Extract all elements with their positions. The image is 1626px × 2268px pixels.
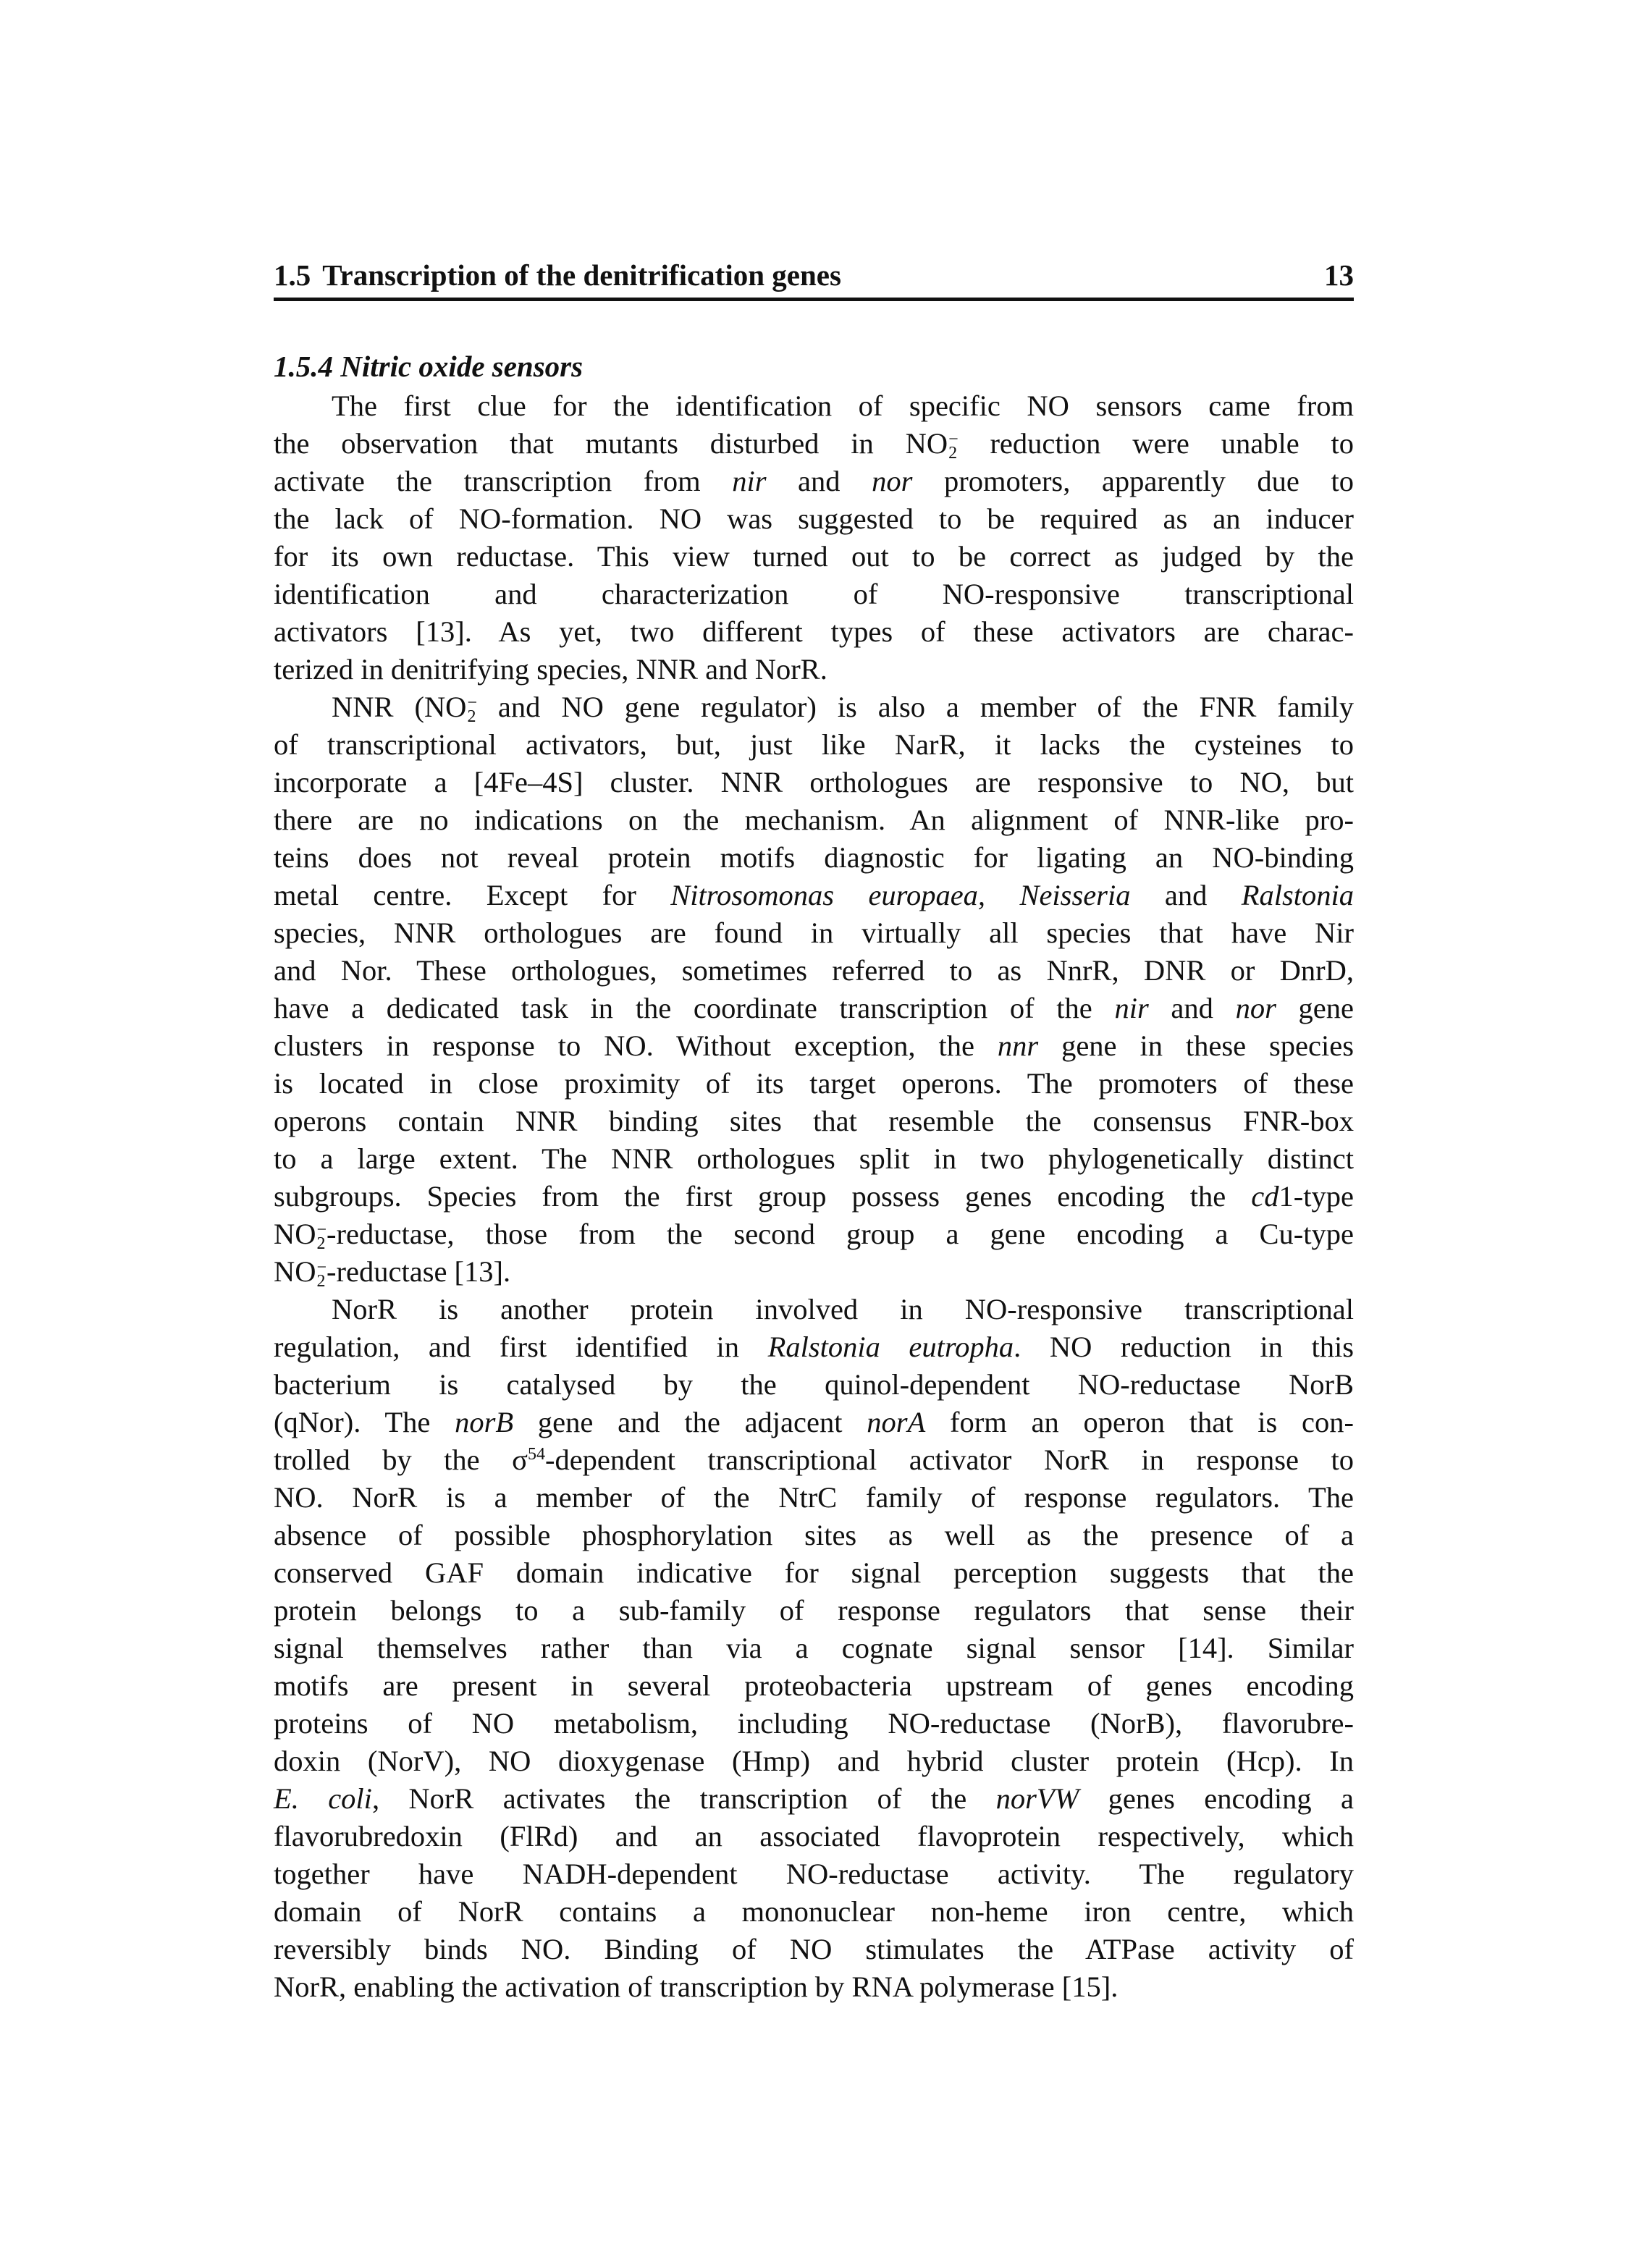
italic-text-run: Ralstonia: [1241, 879, 1354, 911]
running-head-section-number: 1.5: [274, 258, 311, 292]
text-line-content: [274, 726, 1354, 764]
text-run: and: [766, 465, 872, 497]
text-line-content: [274, 1630, 1354, 1667]
text-line-content: [332, 387, 1354, 425]
text-line: [274, 1968, 1354, 2006]
text-run: together have NADH-dependent NO-reductase activity. The regulatory: [274, 1858, 1354, 1890]
text-line-content: [332, 688, 1354, 726]
text-run: terized in denitrifying species, NNR and NorR.: [274, 653, 827, 686]
text-line: [274, 1253, 1354, 1291]
text-run: is located in close proximity of its target operons. The promoters of these: [274, 1067, 1354, 1100]
running-head-section-title: Transcription of the denitrification genes: [322, 258, 841, 292]
formula-charge: −: [467, 693, 477, 712]
text-run: activate the transcription from: [274, 465, 733, 497]
text-run: identification and characterization of NO-responsive transcriptional: [274, 578, 1354, 610]
text-run: NNR (: [332, 691, 424, 723]
text-run: doxin (NorV), NO dioxygenase (Hmp) and hybrid cluster protein (Hcp). In: [274, 1745, 1354, 1777]
header-rule: [274, 298, 1354, 301]
text-line-content: [274, 952, 1354, 990]
text-line: [274, 1065, 1354, 1103]
text-line-content: [274, 914, 1354, 952]
text-line: [274, 688, 1354, 726]
text-run: to a large extent. The NNR orthologues split in two phylogenetically distinct: [274, 1142, 1354, 1175]
text-line: [274, 1178, 1354, 1215]
text-line-content: [274, 500, 1354, 538]
text-run: metal centre. Except for: [274, 879, 671, 911]
text-line: [274, 952, 1354, 990]
formula-scripts: [316, 1257, 327, 1291]
text-run: trolled by the σ: [274, 1443, 528, 1476]
italic-text-run: Nitrosomonas europaea, Neisseria: [670, 879, 1131, 911]
formula-charge: −: [316, 1220, 327, 1239]
text-run: for its own reductase. This view turned out to be correct as judged by the: [274, 540, 1354, 573]
text-line: [274, 1291, 1354, 1328]
text-run: and: [1148, 992, 1236, 1024]
text-line: [274, 1630, 1354, 1667]
text-run: have a dedicated task in the coordinate transcription of the: [274, 992, 1115, 1024]
text-run: gene: [1276, 992, 1354, 1024]
text-run: the observation that mutants disturbed in: [274, 427, 906, 460]
text-run: signal themselves rather than via a cognate signal sensor [14]. Similar: [274, 1632, 1354, 1664]
text-line: [274, 1441, 1354, 1479]
running-head: [274, 255, 1354, 295]
text-run: NO. NorR is a member of the NtrC family of response regulators. The: [274, 1481, 1354, 1514]
italic-text-run: cd: [1251, 1180, 1279, 1213]
text-line: [274, 877, 1354, 914]
text-line-content: [274, 1705, 1354, 1742]
italic-text-run: nir: [1114, 992, 1149, 1024]
formula-base: NO: [424, 691, 467, 723]
text-line: [274, 500, 1354, 538]
text-line-content: [274, 1479, 1354, 1517]
nitrite-formula: [906, 425, 959, 463]
formula-scripts: [948, 429, 959, 463]
text-run: gene and the adjacent: [513, 1406, 867, 1438]
italic-text-run: nir: [732, 465, 767, 497]
text-line-content: [274, 651, 827, 688]
italic-text-run: norB: [455, 1406, 514, 1438]
text-run: NorR, enabling the activation of transcription by RNA polymerase [15].: [274, 1970, 1119, 2003]
text-line-content: [274, 1517, 1354, 1554]
italic-text-run: nor: [872, 465, 913, 497]
page-number: 13: [1324, 258, 1354, 292]
text-line-content: [274, 1855, 1354, 1893]
text-run: proteins of NO metabolism, including NO-reductase (NorB), flavorubre-: [274, 1707, 1354, 1740]
text-line: [274, 1554, 1354, 1592]
italic-text-run: E. coli: [274, 1782, 372, 1815]
text-line: [274, 1479, 1354, 1517]
text-line-content: [274, 1931, 1354, 1968]
text-line-content: [274, 1554, 1354, 1592]
nitrite-formula: [424, 688, 477, 726]
text-run: bacterium is catalysed by the quinol-dependent NO-reductase NorB: [274, 1368, 1354, 1401]
italic-text-run: nnr: [997, 1029, 1039, 1062]
text-line: [274, 387, 1354, 425]
text-run: activators [13]. As yet, two different types of these activators are charac-: [274, 615, 1354, 648]
text-run: . NO reduction in this: [1014, 1331, 1354, 1363]
text-line-content: [274, 1065, 1354, 1103]
text-line-content: [274, 1818, 1354, 1855]
text-line-content: [274, 1178, 1354, 1215]
text-run: domain of NorR contains a mononuclear non-heme iron centre, which: [274, 1895, 1354, 1928]
formula-base: NO: [274, 1255, 316, 1288]
text-line-content: [274, 1328, 1354, 1366]
text-line-content: [274, 613, 1354, 651]
text-line-content: [274, 463, 1354, 500]
text-run: of transcriptional activators, but, just like NarR, it lacks the cysteines to: [274, 728, 1354, 761]
text-run: species, NNR orthologues are found in virtually all species that have Nir: [274, 916, 1354, 949]
text-run: reversibly binds NO. Binding of NO stimulates the ATPase activity of: [274, 1933, 1354, 1965]
formula-scripts: [467, 693, 477, 726]
formula-scripts: [316, 1220, 327, 1253]
superscript: 54: [527, 1445, 545, 1464]
text-line: [274, 801, 1354, 839]
text-line: [274, 839, 1354, 877]
text-line-content: [274, 990, 1354, 1027]
text-line: [274, 764, 1354, 801]
text-run: NorR is another protein involved in NO-responsive transcriptional: [332, 1293, 1354, 1325]
text-run: operons contain NNR binding sites that resemble the consensus FNR-box: [274, 1105, 1354, 1137]
text-run: there are no indications on the mechanism. An alignment of NNR-like pro-: [274, 804, 1354, 836]
text-line-content: [274, 576, 1354, 613]
formula-subscript: 2: [467, 707, 476, 726]
text-run: regulation, and first identified in: [274, 1331, 768, 1363]
text-line-content: [274, 1404, 1354, 1441]
text-line-content: [274, 1253, 510, 1291]
italic-text-run: Ralstonia eutropha: [767, 1331, 1014, 1363]
text-run: (qNor). The: [274, 1406, 455, 1438]
text-line: [274, 726, 1354, 764]
text-line: [274, 463, 1354, 500]
text-line-content: [274, 1027, 1354, 1065]
text-line-content: [274, 764, 1354, 801]
text-run: absence of possible phosphorylation sites as well as the presence of a: [274, 1519, 1354, 1551]
text-line: [274, 1140, 1354, 1178]
text-line-content: [274, 839, 1354, 877]
text-line-content: [274, 1780, 1354, 1818]
text-line-content: [274, 877, 1354, 914]
text-line: [274, 1705, 1354, 1742]
text-line-content: [274, 1366, 1354, 1404]
text-line: [274, 1517, 1354, 1554]
text-line-content: [274, 1441, 1354, 1479]
nitrite-formula: [274, 1253, 327, 1291]
text-line: [274, 425, 1354, 463]
text-run: reduction were unable to: [958, 427, 1354, 460]
text-line: [274, 914, 1354, 952]
text-line: [274, 1818, 1354, 1855]
text-run: protein belongs to a sub-family of response regulators that sense their: [274, 1594, 1354, 1627]
text-line: [274, 613, 1354, 651]
body-text: [274, 387, 1354, 2006]
text-run: incorporate a [4Fe–4S] cluster. NNR orthologues are responsive to NO, but: [274, 766, 1354, 798]
text-run: and: [1130, 879, 1242, 911]
text-run: The first clue for the identification of specific NO sensors came from: [332, 389, 1354, 422]
running-head-title: [274, 255, 841, 295]
formula-base: NO: [274, 1218, 316, 1250]
text-run: and NO gene regulator) is also a member of the FNR family: [476, 691, 1354, 723]
formula-base: NO: [905, 427, 948, 460]
text-line: [274, 1742, 1354, 1780]
italic-text-run: norA: [867, 1406, 926, 1438]
text-line-content: [274, 425, 1354, 463]
text-line-content: [274, 1742, 1354, 1780]
text-line-content: [274, 801, 1354, 839]
formula-charge: −: [316, 1257, 327, 1277]
text-line: [274, 1931, 1354, 1968]
text-run: , NorR activates the transcription of the: [371, 1782, 996, 1815]
text-run: genes encoding a: [1079, 1782, 1354, 1815]
text-line-content: [274, 1103, 1354, 1140]
text-line: [274, 651, 1354, 688]
text-line: [274, 1667, 1354, 1705]
text-line: [274, 1215, 1354, 1253]
text-line-content: [274, 1893, 1354, 1931]
text-line-content: [274, 538, 1354, 576]
text-line-content: [332, 1291, 1354, 1328]
text-line: [274, 1366, 1354, 1404]
formula-charge: −: [948, 429, 959, 449]
text-line: [274, 1027, 1354, 1065]
text-line: [274, 1893, 1354, 1931]
text-run: promoters, apparently due to: [912, 465, 1354, 497]
text-run: clusters in response to NO. Without exception, the: [274, 1029, 998, 1062]
text-run: teins does not reveal protein motifs diagnostic for ligating an NO-binding: [274, 841, 1354, 874]
italic-text-run: nor: [1235, 992, 1276, 1024]
text-run: conserved GAF domain indicative for signal perception suggests that the: [274, 1556, 1354, 1589]
text-line: [274, 1103, 1354, 1140]
text-run: -reductase [13].: [327, 1255, 511, 1288]
text-run: flavorubredoxin (FlRd) and an associated flavoprotein respectively, which: [274, 1820, 1354, 1852]
text-line: [274, 1404, 1354, 1441]
formula-subscript: 2: [316, 1271, 326, 1291]
text-line: [274, 576, 1354, 613]
text-line-content: [274, 1215, 1354, 1253]
text-run: form an operon that is con-: [925, 1406, 1354, 1438]
text-run: the lack of NO-formation. NO was suggested to be required as an inducer: [274, 502, 1354, 535]
text-line: [274, 1592, 1354, 1630]
text-line: [274, 538, 1354, 576]
text-line: [274, 1855, 1354, 1893]
text-line-content: [274, 1140, 1354, 1178]
text-run: motifs are present in several proteobacteria upstream of genes encoding: [274, 1669, 1354, 1702]
text-run: 1-type: [1279, 1180, 1354, 1213]
text-line: [274, 990, 1354, 1027]
text-line-content: [274, 1592, 1354, 1630]
text-line: [274, 1780, 1354, 1818]
nitrite-formula: [274, 1215, 327, 1253]
text-line-content: [274, 1667, 1354, 1705]
text-run: and Nor. These orthologues, sometimes referred to as NnrR, DNR or DnrD,: [274, 954, 1354, 987]
text-line-content: [274, 1968, 1118, 2006]
text-line: [274, 1328, 1354, 1366]
text-run: -reductase, those from the second group a gene encoding a Cu-type: [327, 1218, 1354, 1250]
formula-subscript: 2: [948, 443, 958, 463]
formula-subscript: 2: [316, 1234, 326, 1253]
text-run: gene in these species: [1038, 1029, 1354, 1062]
italic-text-run: norVW: [995, 1782, 1079, 1815]
text-run: -dependent transcriptional activator NorR in response to: [544, 1443, 1354, 1476]
text-run: subgroups. Species from the first group possess genes encoding the: [274, 1180, 1252, 1213]
section-heading: 1.5.4 Nitric oxide sensors: [274, 350, 584, 383]
